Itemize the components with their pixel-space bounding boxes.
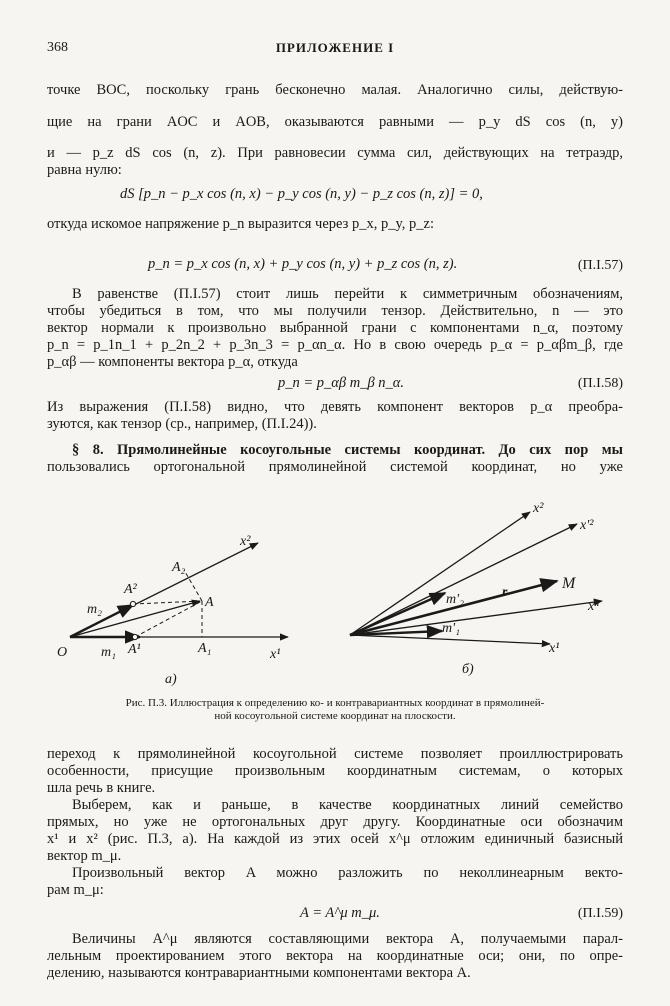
text-line: особенности, присущие произвольным координатным системам, о которых — [47, 763, 623, 779]
equation-number: (П.I.57) — [577, 258, 623, 273]
equation: p_n = p_αβ m_β n_α. — [278, 375, 405, 391]
text-line: Из выражения (П.I.58) видно, что девять компонент векторов p_α преобра- — [47, 399, 623, 415]
text-line: и — p_z dS cos (n, z). При равновесии сумма сил, действующих на тетраэдр, — [47, 145, 623, 161]
text-line: точке BOC, поскольку грань бесконечно малая. Аналогично силы, действую- — [47, 82, 623, 98]
projection-line — [135, 601, 202, 637]
label-x1: x¹ — [270, 647, 281, 662]
text-line: зуются, как тензор (ср., например, (П.I.24)). — [47, 416, 317, 432]
axis-x1 — [350, 635, 550, 644]
text-line: лельным проектированием этого вектора на координатные оси; они, по опре- — [47, 948, 623, 964]
label-m2-prime: m'₂ — [446, 592, 464, 607]
text-line: шла речь в книге. — [47, 780, 156, 796]
figure-panel-a-labels — [57, 534, 280, 687]
text-line: p_αβ — компоненты вектора p_α, откуда — [47, 354, 298, 370]
label-m1: m₁ — [101, 645, 116, 660]
equation-number: (П.I.59) — [577, 906, 623, 921]
label-r: r — [502, 585, 508, 600]
running-title: ПРИЛОЖЕНИЕ I — [275, 40, 395, 55]
figure-panel-a — [70, 543, 288, 640]
label-m2: m₂ — [87, 602, 102, 617]
text-line: равна нулю: — [47, 162, 122, 178]
equation: dS [p_n − p_x cos (n, x) − p_y cos (n, y) − p_z cos (n, z)] = 0, — [120, 186, 483, 202]
label-xn: xⁿ — [588, 599, 599, 614]
point-a2 — [130, 601, 135, 606]
text-line: пользовались ортогональной прямолинейной системой координат, но уже — [47, 459, 623, 475]
axis-x2-prime — [350, 524, 577, 635]
figure-panel-b-labels — [442, 501, 599, 677]
text-line: переход к прямолинейной косоугольной системе позволяет проиллюстрировать — [47, 746, 623, 762]
text-line: чтобы убедиться в том, что мы получили тензор. Действительно, n — это — [47, 303, 623, 319]
page-number: 368 — [47, 40, 68, 55]
label-point-a-lower1: A₁ — [198, 641, 212, 656]
label-x2: x² — [533, 501, 544, 516]
text-line: В равенстве (П.I.57) стоит лишь перейти к симметричным обозначениям, — [72, 286, 623, 302]
label-x2-prime: x'² — [580, 518, 594, 533]
label-point-a-upper2: A² — [124, 582, 137, 597]
label-point-a-upper1: A¹ — [128, 642, 141, 657]
label-point-a-lower2: A₂ — [172, 560, 186, 575]
text-line: вектор m_μ. — [47, 848, 122, 864]
text-line: Произвольный вектор A можно разложить по неколлинеарным векто- — [72, 865, 623, 881]
label-m1-prime: m'₁ — [442, 621, 460, 636]
label-point-a: A — [205, 595, 214, 610]
panel-b-label: б) — [462, 662, 474, 677]
label-x1: x¹ — [549, 641, 560, 656]
figure-caption: ной косоугольной системе координат на плоскости. — [214, 710, 456, 722]
figure-caption: Рис. П.3. Иллюстрация к определению ко- и контравариантных координат в прямолиней- — [125, 697, 545, 709]
text-line: откуда искомое напряжение p_n выразится через p_x, p_y, p_z: — [47, 216, 435, 232]
equation-number: (П.I.58) — [577, 376, 623, 391]
panel-a-label: а) — [165, 672, 177, 687]
text-line: x¹ и x² (рис. П.3, а). На каждой из этих осей x^μ отложим единичный базисный — [47, 831, 623, 847]
label-origin: O — [57, 645, 68, 660]
label-point-m: M — [562, 575, 576, 592]
text-line: вектор нормали к произвольно выбранной грани с компонентами n_α, поэтому — [47, 320, 623, 336]
text-line: Выберем, как и раньше, в качестве координатных линий семейство — [72, 797, 623, 813]
equation: A = A^μ m_μ. — [300, 905, 380, 921]
label-x2: x² — [240, 534, 251, 549]
text-line: Величины A^μ являются составляющими вектора A, получаемыми парал- — [72, 931, 623, 947]
text-line: p_n = p_1n_1 + p_2n_2 + p_3n_3 = p_αn_α. Но в свою очередь p_α = p_αβm_β, где — [47, 337, 623, 353]
text-line: прямых, но уже не ортогональных друг другу. Координатные оси обозначим — [47, 814, 623, 830]
axis-x2 — [350, 512, 530, 635]
text-line: делению, называются контравариантными компонентами вектора A. — [47, 965, 471, 981]
projection-line — [184, 570, 202, 601]
point-a1 — [132, 634, 137, 639]
text-line: щие на грани AOC и AOB, оказываются равными — p_y dS cos (n, y) — [47, 114, 623, 130]
text-line: рам m_μ: — [47, 882, 104, 898]
equation: p_n = p_x cos (n, x) + p_y cos (n, y) + p_z cos (n, z). — [148, 256, 458, 272]
section-heading: § 8. Прямолинейные косоугольные системы координат. До сих пор мы — [72, 442, 623, 458]
